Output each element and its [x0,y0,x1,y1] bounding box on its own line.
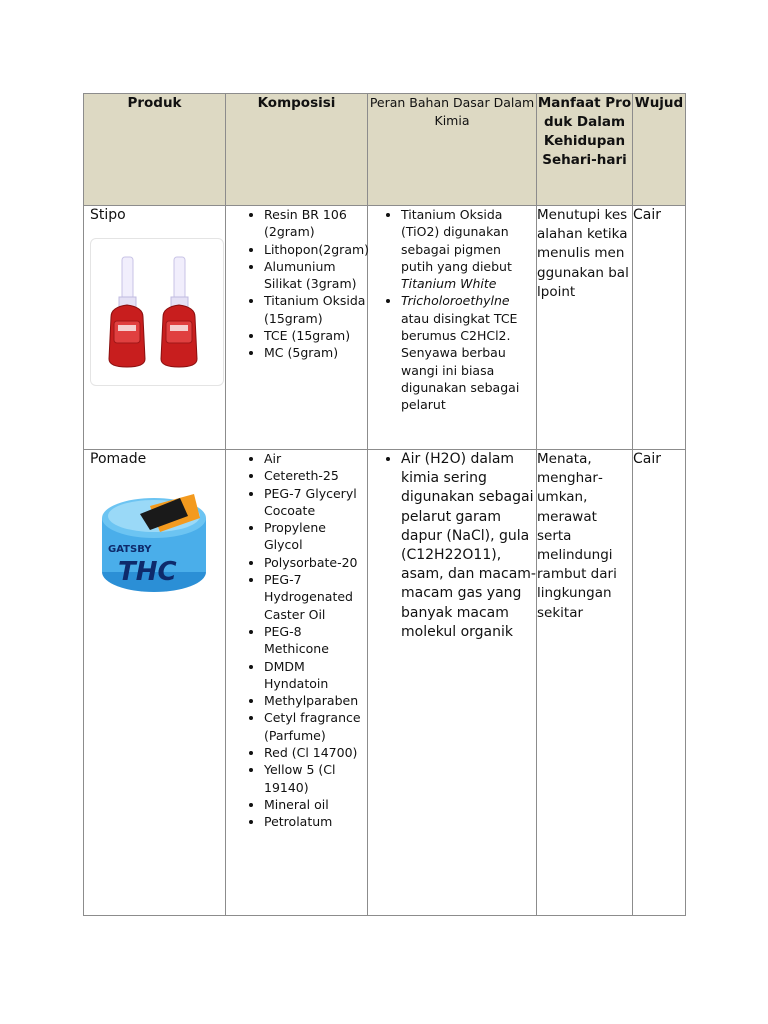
list-item [401,206,536,292]
product-table [83,93,686,916]
list-item: • PEG-7 Hydrogenated Caster Oil [264,571,367,623]
list-item: • Polysorbate-20 [264,554,367,571]
list-item: • Methylparaben [264,692,367,709]
peran-italic: Titanium White [401,276,497,292]
header-peran: Peran Bahan Dasar Dalam Kimia [368,94,537,206]
header-manfaat: Manfaat Produk Dalam Kehidupan Sehari-hari [537,94,633,206]
header-row [84,94,686,206]
pomade-product-label: THC [118,557,177,587]
list-item: • PEG-7 Glyceryl Cocoate [264,485,367,520]
list-item: • Red (Cl 14700) [264,744,367,761]
peran-cell [368,206,537,450]
list-item: • Air (H2O) dalam kimia sering digunakan sebagai pelarut garam dapur (NaCl), gula (C12H22O11), asam, dan macam-macam gas yang banyak macam molekul organik [401,450,536,642]
list-item: • PEG-8 Methicone [264,623,367,658]
list-item [401,292,536,413]
list-item: • Propylene Glycol [264,519,367,554]
list-item: • Mineral oil [264,796,367,813]
list-item: • Titanium Oksida (15gram) [264,292,367,327]
list-item: • Petrolatum [264,813,367,830]
list-item: • Cetyl fragrance (Parfume) [264,709,367,744]
list-item: • Cetereth-25 [264,467,367,484]
list-item: • Air [264,450,367,467]
list-item: • TCE (15gram) [264,327,367,344]
list-item: • Lithopon(2gram) [264,241,367,258]
list-item: • Yellow 5 (Cl 19140) [264,761,367,796]
product-name: Stipo [90,207,126,223]
pomade-brand-label: GATSBY [108,544,152,555]
peran-list [368,206,536,414]
stipo-image [90,238,224,386]
produk-cell [84,450,226,916]
peran-cell [368,450,537,916]
komposisi-list [226,206,370,362]
manfaat-cell: Menata, mengharumkan, merawat serta melindungi rambut dari lingkungan sekitar [537,450,633,916]
list-item: • DMDM Hyndatoin [264,658,367,693]
table-row [84,206,686,450]
manfaat-cell: Menutupi kesalahan ketika menulis menggunakan ballpoint [537,206,633,450]
komposisi-cell [226,450,368,916]
header-komposisi: Komposisi [226,94,368,206]
correction-fluid-bottles-icon [91,239,223,385]
peran-text: atau disingkat TCE berumus C2HCl2. Senyawa berbau wangi ini biasa digunakan sebagai pelarut [401,310,520,413]
pomade-image [100,488,210,600]
komposisi-list [226,450,367,831]
peran-text: Titanium Oksida (TiO2) digunakan sebagai pigmen putih yang diebut [401,207,512,274]
wujud-cell: Cair [633,206,686,450]
list-item: • Alumunium Silikat (3gram) [264,258,367,293]
list-item: • MC (5gram) [264,344,367,361]
product-name: Pomade [90,451,147,467]
header-produk: Produk [84,94,226,206]
pomade-jar-icon [100,488,210,600]
wujud-cell: Cair [633,450,686,916]
list-item: • Resin BR 106 (2gram) [264,206,367,241]
table-row [84,450,686,916]
header-wujud: Wujud [633,94,686,206]
peran-italic: Tricholoroethylne [401,293,510,309]
peran-list [368,450,536,642]
produk-cell [84,206,226,450]
komposisi-cell [226,206,368,450]
